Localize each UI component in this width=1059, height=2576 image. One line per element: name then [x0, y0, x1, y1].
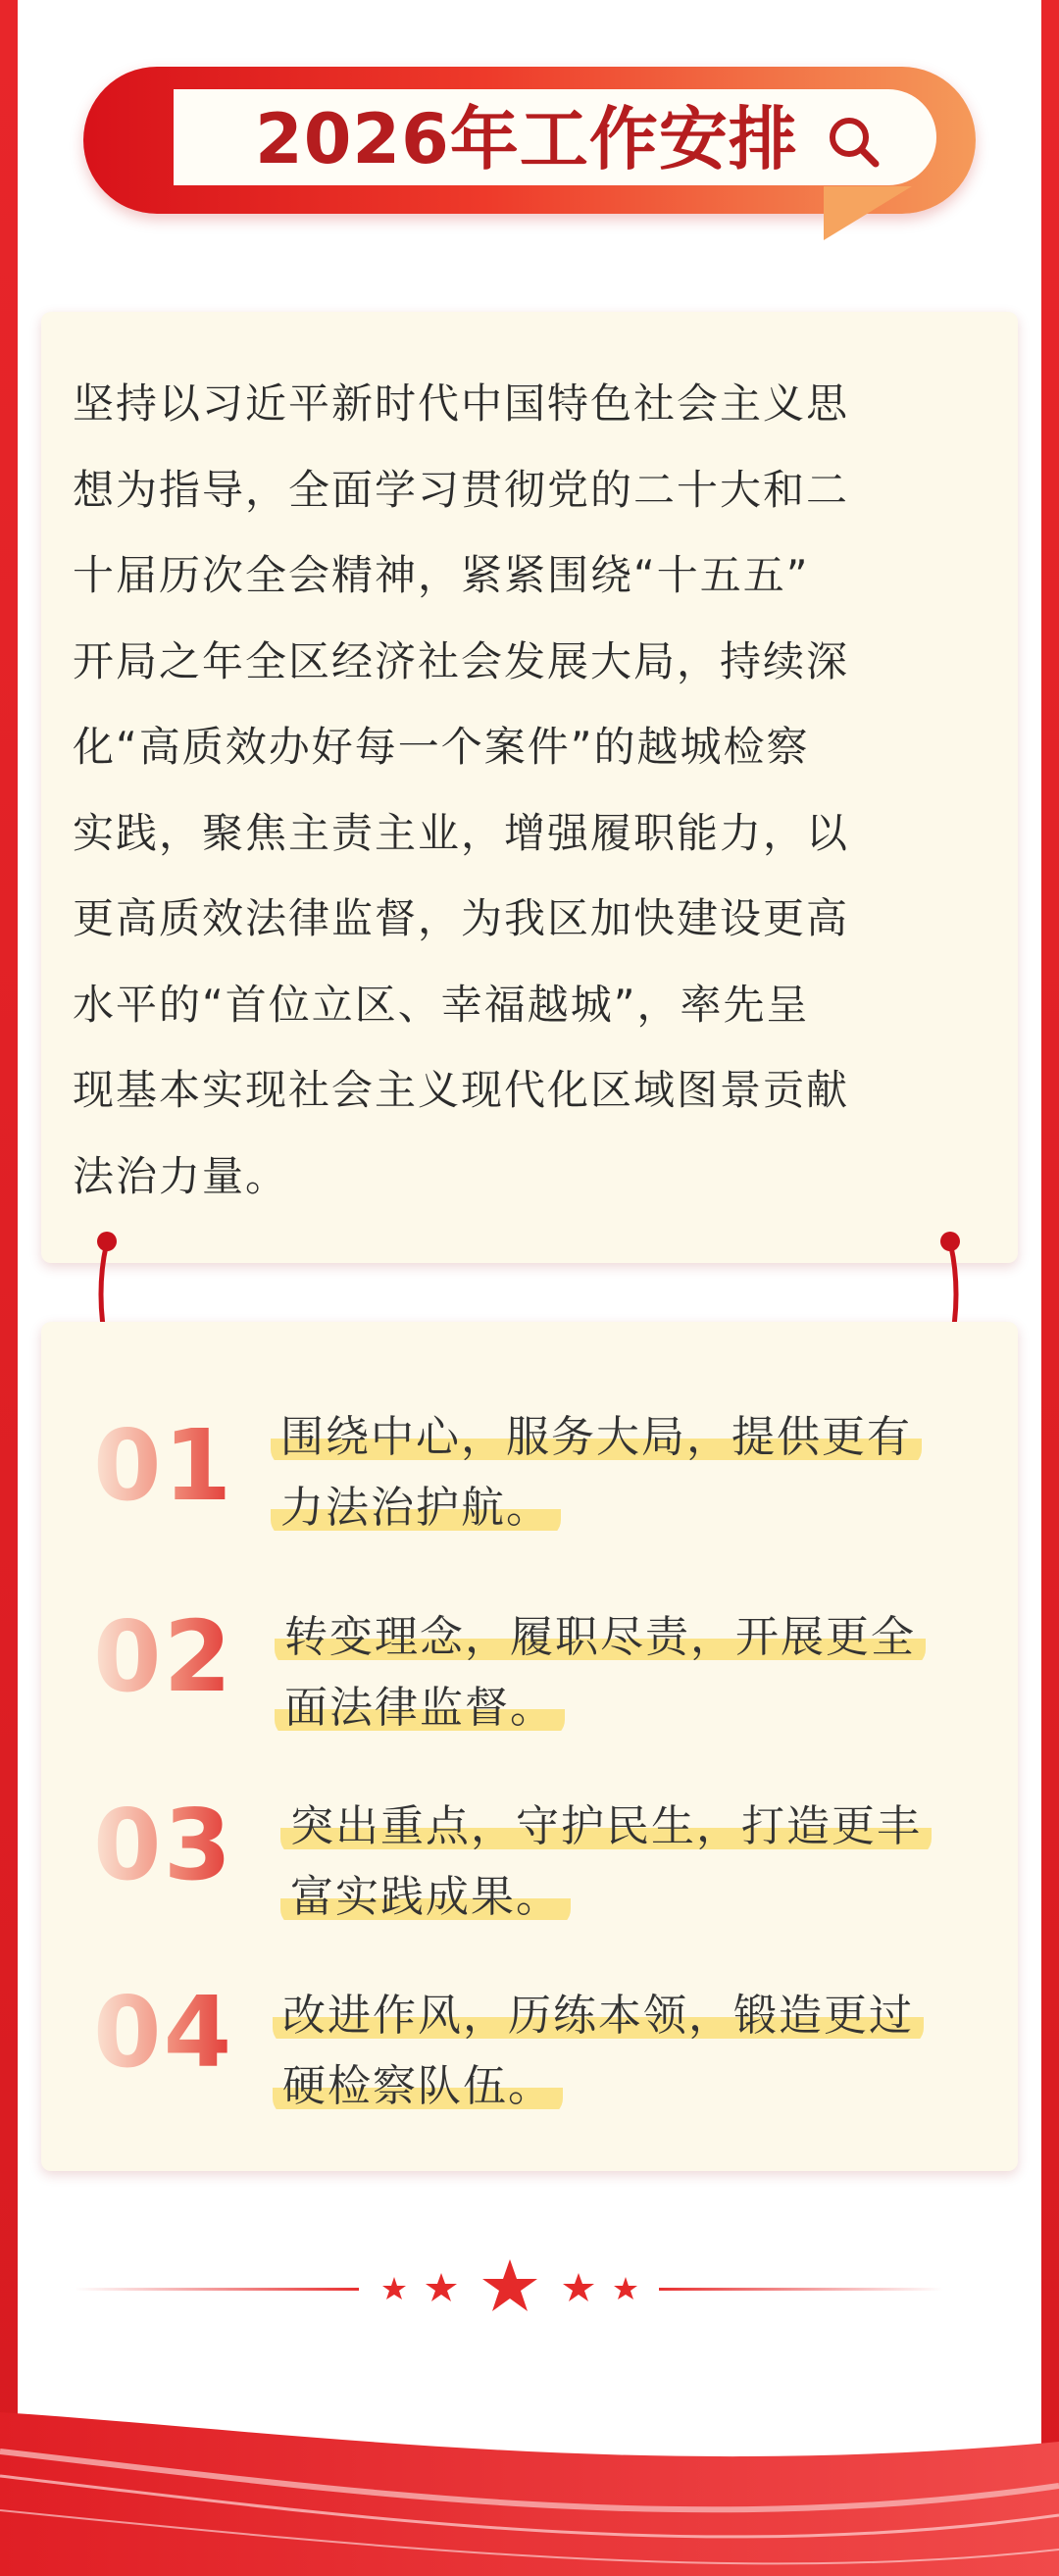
intro-line: 坚持以习近平新时代中国特色社会主义思	[73, 379, 850, 428]
item-text-line: 面法律监督。	[275, 1679, 565, 1738]
item-number: 01	[93, 1412, 240, 1520]
intro-line: 开局之年全区经济社会发展大局，持续深	[73, 636, 850, 685]
frame-right	[1041, 0, 1059, 2576]
item-number: 03	[93, 1792, 240, 1899]
item-text-line: 转变理念，履职尽责，开展更全	[275, 1608, 926, 1667]
intro-text	[73, 361, 994, 1219]
page-title: 2026年工作安排	[255, 99, 798, 179]
search-icon	[824, 112, 882, 171]
intro-line: 实践，聚焦主责主业，增强履职能力，以	[73, 808, 850, 857]
item-text-line: 突出重点，守护民生，打造更丰	[280, 1797, 932, 1856]
intro-line: 想为指导，全面学习贯彻党的二十大和二	[73, 465, 850, 514]
star-icon	[482, 2259, 537, 2311]
item-text-line: 硬检察队伍。	[273, 2057, 563, 2116]
star-icon	[426, 2273, 457, 2301]
intro-line: 更高质效法律监督，为我区加快建设更高	[73, 894, 850, 942]
star-icon	[614, 2277, 637, 2299]
star-icon	[382, 2277, 406, 2299]
star-icon	[563, 2273, 594, 2301]
item-text-line: 围绕中心，服务大局，提供更有	[271, 1408, 922, 1467]
frame-left	[0, 0, 18, 2576]
divider-line-left	[75, 2288, 359, 2291]
banner-tail	[824, 186, 912, 240]
divider-line-right	[659, 2288, 943, 2291]
intro-line: 化“高质效办好每一个案件”的越城检察	[73, 723, 810, 771]
item-text-line: 力法治护航。	[271, 1479, 561, 1538]
intro-line: 法治力量。	[73, 1151, 289, 1200]
intro-line: 现基本实现社会主义现代化区域图景贡献	[73, 1066, 850, 1114]
item-text-line: 改进作风，历练本领，锻造更过	[273, 1987, 924, 2046]
intro-line: 水平的“首位立区、幸福越城”，率先呈	[73, 980, 810, 1029]
stars-ornament	[373, 2255, 647, 2324]
item-text-line: 富实践成果。	[280, 1868, 571, 1927]
bottom-wave-decoration	[0, 2393, 1059, 2576]
item-number: 04	[93, 1979, 240, 2087]
item-number: 02	[93, 1603, 240, 1711]
intro-line: 十届历次全会精神，紧紧围绕“十五五”	[73, 551, 810, 599]
